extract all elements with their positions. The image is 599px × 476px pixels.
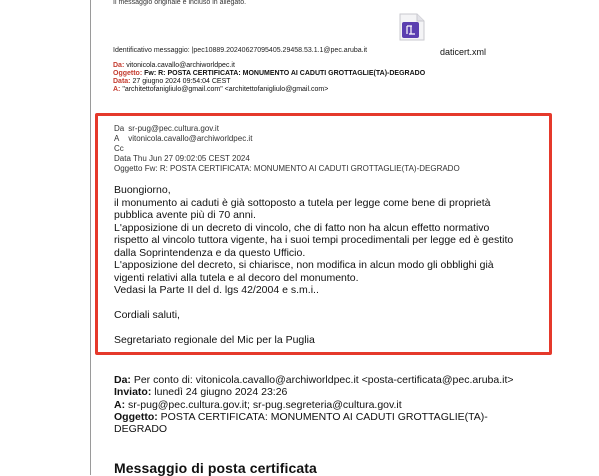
body-line: pubblica avente più di 70 anni. (114, 209, 256, 221)
reply-body (114, 184, 513, 347)
body-line: L'apposizione di un decreto di vincolo, che di fatto non ha alcun effetto normativo (114, 221, 490, 234)
reply-header-oggetto: Oggetto Fw: R: POSTA CERTIFICATA: MONUMENTO AI CADUTI GROTTAGLIE(TA)-DEGRADO (114, 164, 460, 173)
body-spacer (114, 322, 513, 335)
body-line: rispetto al vincolo tuttora vigente, ha i suoi tempi procedimentali per legge ed è gestito (114, 234, 514, 246)
body-line: L'apposizione del decreto, si chiarisce, non modifica in alcun modo gli obblighi già (114, 259, 494, 271)
inner-header-da: Da: vitonicola.cavallo@archiworldpec.it (113, 62, 235, 69)
page-left-border (90, 0, 91, 475)
inner-header-data: Data: 27 giugno 2024 09:54:04 CEST (113, 78, 231, 85)
attachment-name[interactable]: daticert.xml (440, 47, 487, 57)
forward-inviato: Inviato: lunedì 24 giugno 2024 23:26 (114, 386, 288, 398)
body-line: Segretariato regionale del Mic per la Puglia (114, 334, 315, 346)
inner-header-oggetto: Oggetto: Fw: R: POSTA CERTIFICATA: MONUMENTO AI CADUTI GROTTAGLIE(TA)-DEGRADO (113, 70, 426, 77)
body-line: Cordiali saluti, (114, 309, 180, 321)
reply-header-a: A vitonicola.cavallo@archiworldpec.it (114, 134, 253, 143)
reply-header-da: Da sr-pug@pec.cultura.gov.it (114, 124, 219, 133)
section-title: Messaggio di posta certificata (114, 460, 317, 476)
reply-header-cc: Cc (114, 144, 124, 153)
body-line: il monumento ai caduti è già sottoposto a tutela per legge come bene di proprietà (114, 196, 491, 209)
body-line: dalla Soprintendenza e da questo Ufficio. (114, 246, 306, 259)
forward-oggetto-cont: DEGRADO (114, 423, 168, 435)
xml-file-icon[interactable] (399, 13, 425, 41)
forward-oggetto: Oggetto: POSTA CERTIFICATA: MONUMENTO AI CADUTI GROTTAGLIE(TA)- (114, 411, 488, 423)
body-line: Buongiorno, (114, 184, 171, 196)
original-note: Il messaggio originale è incluso in allegato. (113, 0, 247, 6)
body-line: vigenti relativi alla tutela e al decoro del monumento. (114, 271, 359, 284)
forward-da: Da: Per conto di: vitonicola.cavallo@archiworldpec.it <posta-certificata@pec.aruba.it> (114, 374, 514, 386)
forward-a: A: sr-pug@pec.cultura.gov.it; sr-pug.segreteria@cultura.gov.it (114, 399, 402, 411)
message-id: Identificativo messaggio: |pec10889.20240627095405.29458.53.1.1@pec.aruba.it (113, 47, 368, 54)
reply-header-data: Data Thu Jun 27 09:02:05 CEST 2024 (114, 154, 250, 163)
inner-header-a: A: "architettofanigliulo@gmail.com" <architettofanigliulo@gmail.com> (113, 86, 329, 93)
body-line: Vedasi la Parte II del d. lgs 42/2004 e s.m.i.. (114, 284, 319, 296)
body-spacer (114, 297, 513, 310)
